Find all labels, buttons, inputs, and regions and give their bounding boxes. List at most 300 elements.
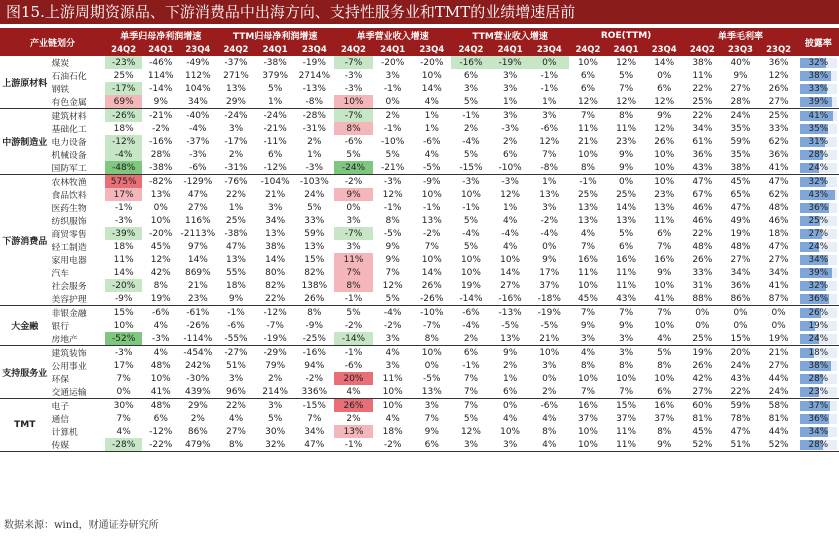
metric-cell: 10% (577, 149, 598, 160)
metric-cell: -21% (149, 110, 173, 121)
penetration-cell (798, 227, 839, 240)
penetration-bar (800, 97, 837, 107)
metric-cell: 27% (683, 385, 721, 399)
metric-cell: 6% (618, 241, 634, 252)
metric-cell: 10% (539, 347, 560, 358)
group-header: TTM归母净利润增速 (216, 28, 334, 43)
metric-cell: 22% (256, 292, 295, 306)
penetration-value: 18% (808, 347, 829, 358)
industry-name: 纺织服饰 (51, 217, 87, 227)
metric-cell: 3% (463, 83, 479, 94)
metric-cell: 12% (654, 123, 675, 134)
metric-cell: 16% (577, 400, 598, 411)
metric-cell: 26% (692, 254, 713, 265)
industry-name: 通信 (51, 415, 70, 425)
metric-cell: 10% (577, 280, 598, 291)
metric-cell: 138% (301, 280, 328, 291)
metric-cell: 0% (530, 56, 569, 69)
metric-cell: 59% (730, 400, 751, 411)
metric-cell: 0% (657, 70, 672, 81)
metric-cell: 7% (580, 307, 596, 318)
metric-cell: 13% (412, 385, 451, 399)
metric-cell: 7% (618, 83, 634, 94)
penetration-cell (798, 292, 839, 306)
penetration-bar (800, 150, 837, 160)
metric-cell: 24% (760, 385, 798, 399)
metric-cell: 18% (382, 426, 403, 437)
metric-cell: -28% (105, 438, 142, 452)
metric-cell: 0% (502, 400, 518, 411)
metric-cell: 575% (105, 175, 142, 189)
metric-cell: -1% (462, 360, 480, 371)
table-row (0, 122, 839, 135)
metric-cell: 34% (179, 95, 216, 109)
metric-cell: 13% (577, 202, 598, 213)
metric-cell: 59% (304, 228, 325, 239)
metric-cell: 48% (692, 241, 713, 252)
metric-cell: 81% (768, 413, 789, 424)
metric-cell: -2% (423, 228, 441, 239)
penetration-cell (798, 95, 839, 109)
metric-cell: -2% (151, 123, 170, 134)
metric-cell: -55% (216, 332, 255, 346)
metric-cell: 3% (346, 215, 361, 226)
metric-cell: -2% (305, 373, 324, 384)
industry-name: 美容护理 (49, 292, 105, 306)
metric-cell: 25% (225, 215, 246, 226)
penetration-cell (798, 82, 839, 95)
metric-cell: 13% (225, 254, 246, 265)
metric-cell: -21% (373, 161, 412, 175)
metric-cell: 26% (692, 360, 713, 371)
metric-cell: 37% (539, 280, 560, 291)
metric-cell: 1% (530, 95, 569, 109)
penetration-value: 35% (808, 123, 829, 134)
metric-cell: 41% (645, 292, 683, 306)
metric-cell: 242% (184, 360, 211, 371)
table-row (0, 135, 839, 148)
metric-cell: -40% (186, 110, 210, 121)
metric-cell: 16% (654, 254, 675, 265)
metric-cell: 4% (153, 320, 168, 331)
penetration-value: 36% (808, 293, 829, 304)
industry-name: 有色金属 (49, 95, 105, 109)
metric-cell: -4% (462, 320, 480, 331)
penetration-cell (798, 306, 839, 320)
metric-cell: -37% (224, 57, 248, 68)
metric-cell: 25% (768, 110, 789, 121)
metric-cell: 16% (616, 254, 637, 265)
quarter-header: 23Q4 (295, 43, 334, 56)
metric-cell: 8% (334, 279, 373, 292)
metric-cell: -13% (302, 83, 326, 94)
metric-cell: 10% (645, 161, 683, 175)
metric-cell: 38% (692, 57, 713, 68)
metric-cell: 1% (424, 123, 439, 134)
table-row (0, 95, 839, 109)
sector-group-label: 中游制造业 (0, 109, 49, 175)
penetration-cell (798, 266, 839, 279)
metric-cell: 23% (616, 136, 637, 147)
metric-cell: 25% (113, 70, 134, 81)
quarter-header: 23Q3 (721, 43, 759, 56)
penetration-cell (798, 385, 839, 399)
metric-cell: -8% (295, 95, 334, 109)
metric-cell: 27% (768, 254, 789, 265)
metric-cell: 38% (721, 161, 759, 175)
industry-name: 医药生物 (51, 204, 87, 214)
metric-cell: 12% (539, 136, 560, 147)
metric-cell: 51% (225, 360, 246, 371)
metric-cell: 11% (607, 438, 645, 452)
metric-cell: 7% (463, 400, 479, 411)
metric-cell: 4% (228, 413, 244, 424)
metric-cell: 18% (113, 123, 134, 134)
metric-cell: -2% (344, 320, 363, 331)
metric-cell: -20% (420, 57, 444, 68)
metric-cell: 27% (730, 83, 751, 94)
metric-cell: 3% (268, 400, 283, 411)
metric-cell: 0% (105, 385, 142, 399)
metric-cell: 6% (645, 385, 683, 399)
metric-cell: 1% (307, 149, 322, 160)
metric-cell: 3% (228, 373, 244, 384)
metric-cell: -30% (186, 373, 210, 384)
penetration-bar (800, 348, 837, 358)
metric-cell: 24% (730, 110, 751, 121)
metric-cell: 336% (295, 385, 334, 399)
metric-cell: 47% (225, 241, 246, 252)
metric-cell: 0% (695, 320, 710, 331)
metric-cell: -16% (451, 56, 490, 69)
page-title: 图15.上游周期资源品、下游消费品中出海方向、支持性服务业和TMT的业绩增速居前 (0, 0, 839, 24)
metric-cell: 13% (577, 215, 598, 226)
metric-cell: 47% (730, 426, 751, 437)
penetration-cell (798, 412, 839, 425)
metric-cell: 1% (502, 202, 518, 213)
metric-cell: 2% (268, 373, 283, 384)
penetration-cell (798, 109, 839, 123)
metric-cell: -454% (183, 347, 213, 358)
metric-cell: 60% (692, 400, 713, 411)
metric-cell: 20% (730, 347, 751, 358)
metric-cell: -5% (501, 320, 519, 331)
industry-name: 传媒 (49, 438, 105, 452)
metric-cell: 3% (618, 347, 634, 358)
metric-cell: -13% (498, 307, 522, 318)
metric-cell: 14% (500, 267, 521, 278)
metric-cell: 19% (760, 332, 798, 346)
metric-cell: 34% (768, 267, 789, 278)
metric-cell: -5% (540, 320, 559, 331)
metric-cell: 9% (645, 438, 683, 452)
metric-cell: -1% (540, 83, 559, 94)
penetration-value: 33% (808, 83, 829, 94)
metric-cell: 4% (424, 149, 439, 160)
metric-cell: 7% (463, 373, 479, 384)
metric-cell: -15% (451, 161, 490, 175)
metric-cell: -14% (149, 83, 173, 94)
metric-cell: 2% (463, 123, 479, 134)
group-header: 单季毛利率 (683, 28, 797, 43)
penetration-cell (798, 359, 839, 372)
metric-cell: 36% (768, 57, 789, 68)
metric-cell: -6% (540, 400, 559, 411)
metric-cell: 9% (385, 241, 400, 252)
metric-cell: 4% (502, 413, 518, 424)
metric-cell: 27% (187, 202, 208, 213)
metric-cell: -16% (491, 292, 530, 306)
metric-cell: -2% (383, 320, 402, 331)
industry-name: 汽车 (51, 269, 70, 279)
penetration-bar (800, 308, 837, 318)
metric-cell: 6% (491, 385, 530, 399)
metric-cell: 6% (657, 83, 672, 94)
table-row (0, 279, 839, 292)
metric-cell: 379% (262, 70, 288, 81)
table-row (0, 175, 839, 189)
metric-cell: 45% (692, 426, 713, 437)
metric-cell: 1% (542, 176, 557, 187)
industry-name: 公用事业 (51, 362, 87, 372)
penetration-cell (798, 122, 839, 135)
metric-cell: 27% (730, 254, 751, 265)
quarter-header: 23Q4 (179, 43, 216, 56)
metric-cell: 10% (654, 280, 675, 291)
industry-name: 国防军工 (49, 161, 105, 175)
metric-cell: 49% (730, 215, 751, 226)
metric-cell: 5% (463, 241, 479, 252)
metric-cell: 3% (385, 70, 400, 81)
metric-cell: 3% (542, 202, 557, 213)
penetration-value: 24% (808, 241, 829, 252)
metric-cell: 6% (580, 70, 596, 81)
metric-cell: 10% (460, 267, 481, 278)
industry-name: 计算机 (51, 428, 78, 438)
table-body (0, 56, 839, 452)
metric-cell: 10% (577, 373, 598, 384)
metric-cell: 6% (153, 413, 168, 424)
penetration-bar (800, 294, 837, 304)
metric-cell: -6% (227, 320, 245, 331)
metric-cell: -7% (334, 109, 373, 123)
group-header: 单季营业收入增速 (334, 28, 451, 43)
metric-cell: 10% (382, 400, 403, 411)
metric-cell: -26% (412, 292, 451, 306)
penetration-bar (800, 84, 837, 94)
metric-cell: 2% (530, 385, 569, 399)
metric-cell: 26% (295, 292, 334, 306)
metric-cell: 12% (645, 95, 683, 109)
metric-cell: 33% (692, 267, 713, 278)
metric-cell: 5% (346, 149, 361, 160)
metric-cell: -7% (334, 56, 373, 69)
metric-cell: 1% (502, 373, 518, 384)
metric-cell: 13% (539, 189, 560, 200)
metric-cell: 8% (334, 122, 373, 135)
metric-cell: 22% (721, 385, 759, 399)
metric-cell: -9% (305, 320, 324, 331)
metric-cell: 82% (304, 267, 325, 278)
metric-cell: 31% (692, 280, 713, 291)
metric-cell: 19% (730, 228, 751, 239)
metric-cell: 3% (607, 332, 645, 346)
metric-cell: 8% (542, 426, 557, 437)
metric-cell: 9% (618, 149, 634, 160)
metric-cell: 9% (618, 320, 634, 331)
metric-cell: 25% (683, 332, 721, 346)
table-row (0, 214, 839, 227)
metric-cell: -9% (423, 176, 441, 187)
metric-cell: 4% (502, 215, 518, 226)
metric-cell: 81% (692, 413, 713, 424)
metric-cell: 45% (730, 176, 751, 187)
metric-cell: -3% (344, 70, 363, 81)
sector-group-label: 支持服务业 (0, 346, 49, 399)
source-note: 数据来源：wind，财通证券研究所 (4, 520, 159, 531)
metric-cell: -37% (186, 136, 210, 147)
penetration-cell (798, 425, 839, 438)
metric-cell: 7% (116, 413, 131, 424)
metric-cell: 0% (542, 241, 557, 252)
metric-cell: 5% (618, 70, 634, 81)
metric-cell: 7% (424, 241, 439, 252)
quarter-header: 24Q1 (256, 43, 295, 56)
table-row (0, 332, 839, 346)
metric-cell: -6% (344, 136, 363, 147)
metric-cell: 47% (187, 189, 208, 200)
metric-cell: 86% (721, 292, 759, 306)
metric-cell: 2% (451, 332, 490, 346)
metric-cell: 1% (491, 95, 530, 109)
metric-cell: -7% (266, 320, 284, 331)
metric-cell: 4% (385, 347, 400, 358)
metric-cell: 47% (730, 202, 751, 213)
penetration-bar (800, 374, 837, 384)
metric-cell: 48% (150, 400, 171, 411)
industry-name: 交通运输 (49, 385, 105, 399)
metric-cell: 12% (616, 57, 637, 68)
metric-cell: 21% (265, 189, 286, 200)
metric-cell: 439% (179, 385, 216, 399)
metric-cell: -19% (302, 57, 326, 68)
metric-cell: 2% (502, 360, 518, 371)
metric-cell: 7% (580, 241, 596, 252)
quarter-header: 24Q2 (334, 43, 373, 56)
penetration-cell (798, 346, 839, 360)
group-header: ROE(TTM) (569, 28, 683, 43)
metric-cell: -114% (179, 332, 216, 346)
header-row-quarters (0, 43, 839, 56)
metric-cell: 5% (657, 347, 672, 358)
metric-cell: 25% (577, 189, 598, 200)
metric-cell: 112% (184, 70, 211, 81)
metric-cell: 35% (730, 149, 751, 160)
metric-cell: 7% (116, 373, 131, 384)
industry-name: 机械设备 (51, 151, 87, 161)
metric-cell: 3% (424, 400, 439, 411)
quarter-header: 24Q2 (216, 43, 255, 56)
penetration-bar (800, 177, 837, 187)
metric-cell: -10% (420, 307, 444, 318)
metric-cell: 32% (256, 438, 295, 452)
metric-cell: -76% (224, 176, 248, 187)
quarter-header: 24Q1 (491, 43, 530, 56)
metric-cell: 88% (683, 292, 721, 306)
penetration-cell (798, 201, 839, 214)
industry-name: 建筑材料 (51, 112, 87, 122)
penetration-value: 31% (808, 136, 829, 147)
metric-cell: -129% (183, 176, 213, 187)
metric-cell: 3% (373, 332, 412, 346)
metric-cell: 10% (616, 373, 637, 384)
metric-cell: 10% (421, 347, 442, 358)
metric-cell: -5% (383, 228, 402, 239)
metric-cell: 46% (692, 202, 713, 213)
metric-cell: -39% (105, 227, 142, 240)
metric-cell: 21% (530, 332, 569, 346)
metric-cell: 4% (645, 332, 683, 346)
metric-cell: 14% (187, 254, 208, 265)
metric-cell: 8% (412, 332, 451, 346)
quarter-header: 24Q2 (569, 43, 607, 56)
metric-cell: -1% (334, 438, 373, 452)
metric-cell: -38% (142, 161, 179, 175)
metric-cell: 30% (265, 426, 286, 437)
metric-cell: -3% (501, 176, 519, 187)
metric-cell: 8% (385, 215, 400, 226)
metric-cell: 479% (179, 438, 216, 452)
penetration-bar (800, 216, 837, 226)
penetration-value: 32% (808, 176, 829, 187)
metric-cell: 10% (421, 189, 442, 200)
industry-name: 商贸零售 (51, 230, 87, 240)
metric-cell: 3% (502, 83, 518, 94)
metric-cell: 9% (502, 347, 518, 358)
metric-cell: -12% (256, 161, 295, 175)
penetration-bar (800, 268, 837, 278)
metric-cell: 30% (113, 400, 134, 411)
penetration-bar (800, 334, 837, 344)
metric-cell: -1% (540, 70, 559, 81)
penetration-value: 38% (808, 360, 829, 371)
metric-cell: 5% (451, 95, 490, 109)
metric-cell: 13% (616, 215, 637, 226)
metric-cell: 8% (216, 438, 255, 452)
metric-cell: 42% (692, 373, 713, 384)
penetration-value: 37% (808, 400, 829, 411)
metric-cell: 17% (539, 267, 560, 278)
metric-cell: -9% (105, 292, 142, 306)
metric-cell: 10% (500, 426, 521, 437)
quarter-header: 24Q1 (373, 43, 412, 56)
table-row (0, 399, 839, 413)
penetration-value: 24% (808, 333, 829, 344)
penetration-value: 23% (808, 386, 829, 397)
metric-cell: 25% (616, 189, 637, 200)
metric-cell: 46% (692, 215, 713, 226)
quarter-header: 23Q4 (412, 43, 451, 56)
metric-cell: 9% (216, 292, 255, 306)
metric-cell: -1% (344, 347, 363, 358)
metric-cell: 16% (654, 400, 675, 411)
metric-cell: -19% (491, 56, 530, 69)
metric-cell: 40% (730, 57, 751, 68)
metric-cell: 10% (113, 320, 134, 331)
sector-group-label: TMT (0, 399, 49, 452)
penetration-cell (798, 161, 839, 175)
metric-cell: 11% (616, 123, 637, 134)
